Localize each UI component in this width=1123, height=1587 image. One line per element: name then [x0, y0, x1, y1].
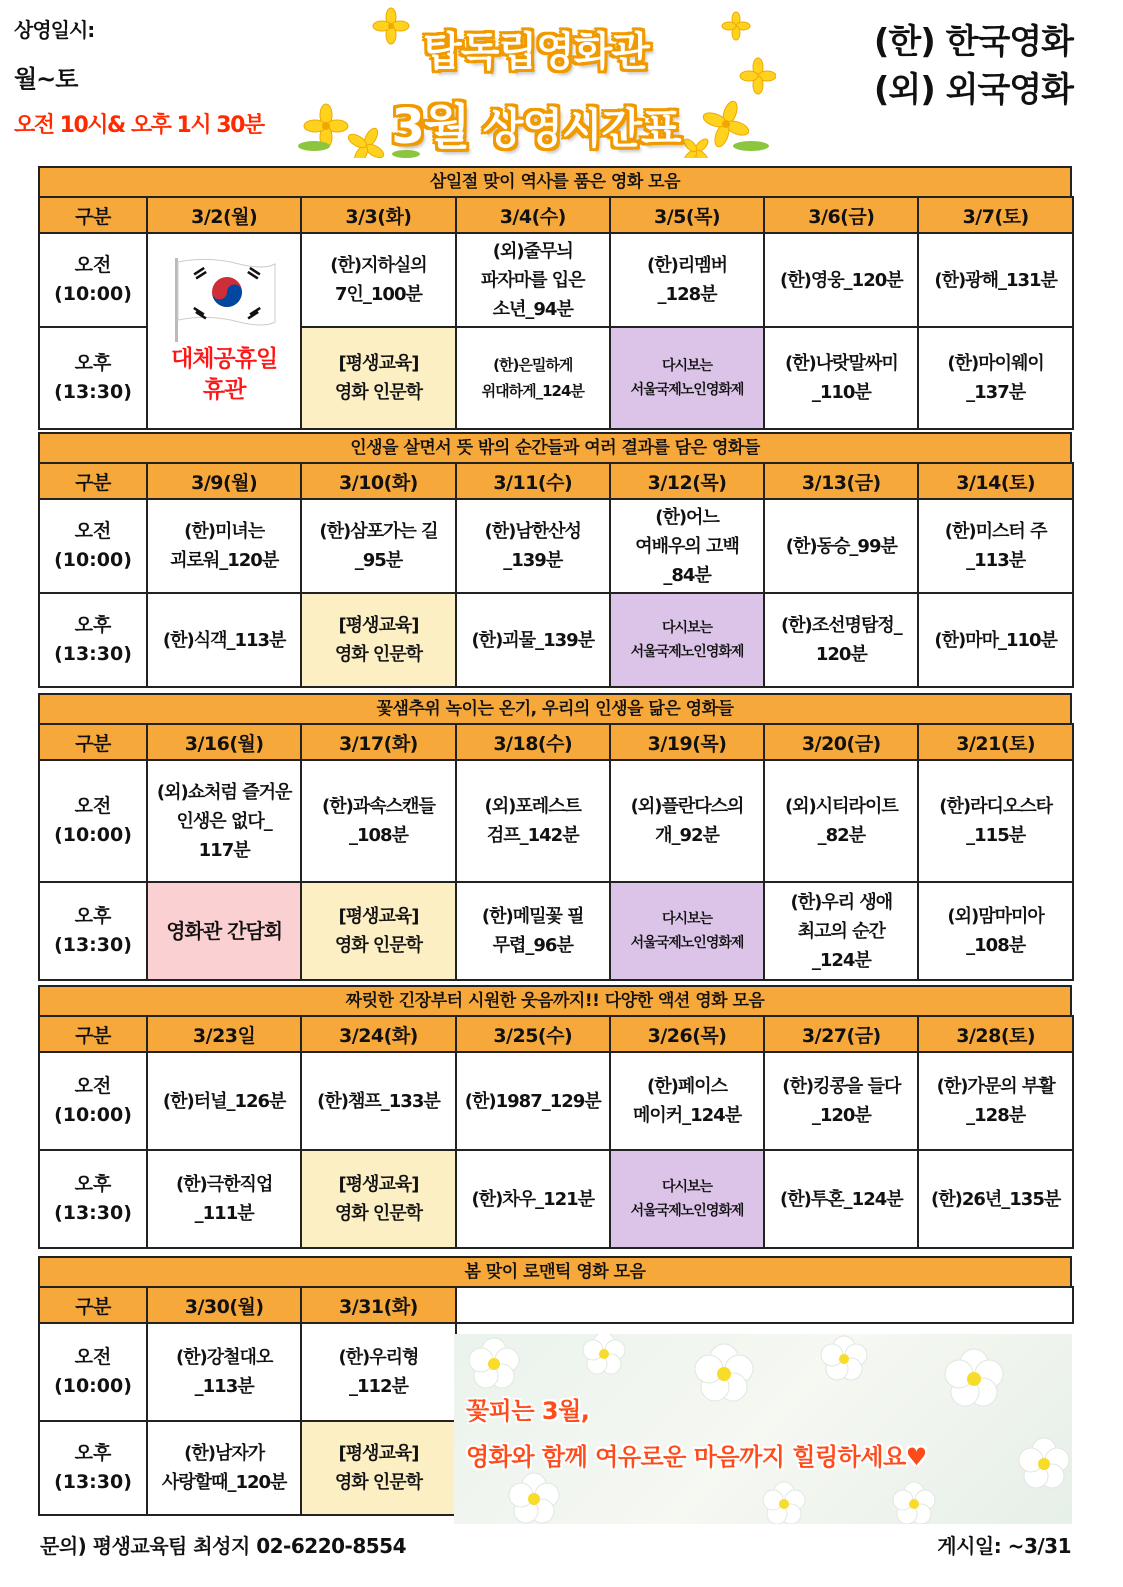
am-slot-label [39, 1323, 147, 1421]
date-header: 3/25(수) [456, 1016, 610, 1052]
am-slot-label [39, 760, 147, 882]
lifelong-education-cell: [평생교육] 영화 인문학 [301, 882, 455, 980]
pm-time: (13:30) [54, 1202, 132, 1224]
screening-label: 상영일시: [14, 18, 95, 42]
am-label: 오전 [74, 795, 112, 817]
korean-flag-icon [169, 256, 279, 342]
movie-cell: (한)마이웨이 _137분 [918, 327, 1072, 429]
pm-row [39, 593, 1073, 687]
movie-cell: (한)조선명탐정_ 120분 [764, 593, 918, 687]
am-slot-label [39, 1052, 147, 1150]
am-label: 오전 [74, 254, 112, 276]
movie-cell: (한)어느 여배우의 고백 _84분 [610, 499, 764, 593]
week-block [38, 985, 1072, 1249]
screening-info [14, 14, 264, 139]
category-header: 구분 [39, 463, 147, 499]
am-time: (10:00) [54, 549, 132, 571]
schedule-title [296, 88, 776, 157]
date-header-row [39, 1016, 1073, 1052]
date-header: 3/16(월) [147, 724, 301, 760]
am-time: (10:00) [54, 1375, 132, 1397]
pm-slot-label [39, 327, 147, 429]
date-header: 3/26(목) [610, 1016, 764, 1052]
date-header: 3/12(목) [610, 463, 764, 499]
movie-cell: (한)남자가 사랑할때_120분 [147, 1421, 301, 1515]
category-header: 구분 [39, 1016, 147, 1052]
movie-cell: (한)마마_110분 [918, 593, 1072, 687]
movie-cell: (한)우리형 _112분 [301, 1323, 455, 1421]
date-header: 3/23일 [147, 1016, 301, 1052]
pm-label: 오후 [74, 1442, 112, 1464]
movie-cell: (한)극한직업 _111분 [147, 1150, 301, 1248]
posting-date: 게시일: ~3/31 [937, 1534, 1071, 1558]
am-row [39, 233, 1073, 327]
week-block [38, 432, 1072, 688]
pm-label: 오후 [74, 614, 112, 636]
film-festival-replay-cell: 다시보는 서울국제노인영화제 [610, 327, 764, 429]
pm-slot-label [39, 882, 147, 980]
date-header: 3/9(월) [147, 463, 301, 499]
poster-title [296, 6, 776, 158]
movie-cell: (외)쇼처럼 즐거운 인생은 없다_ 117분 [147, 760, 301, 882]
am-time: (10:00) [54, 1104, 132, 1126]
movie-cell: (한)투혼_124분 [764, 1150, 918, 1248]
pm-slot-label [39, 1150, 147, 1248]
date-header: 3/30(월) [147, 1287, 301, 1323]
week-theme-banner: 인생을 살면서 뜻 밖의 순간들과 여러 결과를 담은 영화들 [38, 432, 1072, 462]
film-legend [874, 18, 1073, 114]
holiday-notice: 대체공휴일 휴관 [171, 346, 278, 403]
date-header: 3/14(토) [918, 463, 1072, 499]
movie-cell: (한)터널_126분 [147, 1052, 301, 1150]
week-block [38, 166, 1072, 430]
date-header: 3/3(화) [301, 197, 455, 233]
pm-label: 오후 [74, 1173, 112, 1195]
film-festival-replay-cell: 다시보는 서울국제노인영화제 [610, 1150, 764, 1248]
movie-cell: (한)삼포가는 길 _95분 [301, 499, 455, 593]
movie-cell: (한)메밀꽃 필 무렵_96분 [456, 882, 610, 980]
movie-cell: (한)지하실의 7인_100분 [301, 233, 455, 327]
category-header: 구분 [39, 197, 147, 233]
movie-cell: (한)26년_135분 [918, 1150, 1072, 1248]
movie-cell: (한)1987_129분 [456, 1052, 610, 1150]
pm-time: (13:30) [54, 1471, 132, 1493]
date-header: 3/7(토) [918, 197, 1072, 233]
date-header: 3/10(화) [301, 463, 455, 499]
movie-cell: (외)맘마미아 _108분 [918, 882, 1072, 980]
date-header: 3/24(화) [301, 1016, 455, 1052]
movie-cell: (외)줄무늬 파자마를 입은 소년_94분 [456, 233, 610, 327]
movie-cell: (한)우리 생애 최고의 순간 _124분 [764, 882, 918, 980]
date-header: 3/19(목) [610, 724, 764, 760]
week-schedule-table [38, 196, 1074, 430]
week-theme-banner: 짜릿한 긴장부터 시원한 웃음까지!! 다양한 액션 영화 모음 [38, 985, 1072, 1015]
date-header: 3/17(화) [301, 724, 455, 760]
movie-cell: (한)킹콩을 들다 _120분 [764, 1052, 918, 1150]
movie-cell: (한)가문의 부활 _128분 [918, 1052, 1072, 1150]
pm-label: 오후 [74, 905, 112, 927]
cinema-meeting-cell: 영화관 간담회 [147, 882, 301, 980]
am-label: 오전 [74, 1346, 112, 1368]
am-label: 오전 [74, 520, 112, 542]
pm-time: (13:30) [54, 643, 132, 665]
pm-label: 오후 [74, 352, 112, 374]
pm-row [39, 882, 1073, 980]
movie-cell: (외)플란다스의 개_92분 [610, 760, 764, 882]
movie-cell: (한)괴물_139분 [456, 593, 610, 687]
lifelong-education-cell: [평생교육] 영화 인문학 [301, 327, 455, 429]
date-header: 3/27(금) [764, 1016, 918, 1052]
movie-cell: (한)리멤버 _128분 [610, 233, 764, 327]
am-slot-label [39, 499, 147, 593]
week-schedule-table [38, 723, 1074, 981]
week-theme-banner: 삼일절 맞이 역사를 품은 영화 모음 [38, 166, 1072, 196]
movie-cell: (한)광해_131분 [918, 233, 1072, 327]
movie-cell: (한)페이스 메이커_124분 [610, 1052, 764, 1150]
am-row [39, 499, 1073, 593]
lifelong-education-cell: [평생교육] 영화 인문학 [301, 593, 455, 687]
date-header: 3/20(금) [764, 724, 918, 760]
legend-foreign: (외) 외국영화 [873, 70, 1073, 110]
movie-cell: (외)시티라이트 _82분 [764, 760, 918, 882]
movie-cell: (한)남한산성 _139분 [456, 499, 610, 593]
pm-row [39, 1150, 1073, 1248]
date-header-row [39, 463, 1073, 499]
movie-cell: (한)은밀하게 위대하게_124분 [456, 327, 610, 429]
pm-time: (13:30) [54, 934, 132, 956]
pm-slot-label [39, 1421, 147, 1515]
movie-cell: (한)차우_121분 [456, 1150, 610, 1248]
pm-slot-label [39, 593, 147, 687]
date-header: 3/13(금) [764, 463, 918, 499]
film-festival-replay-cell: 다시보는 서울국제노인영화제 [610, 882, 764, 980]
am-time: (10:00) [54, 283, 132, 305]
am-row [39, 1052, 1073, 1150]
pm-time: (13:30) [54, 381, 132, 403]
spring-message [466, 1388, 927, 1480]
week-schedule-table [38, 1015, 1074, 1249]
movie-cell: (한)나랏말싸미 _110분 [764, 327, 918, 429]
empty-header-cell [456, 1287, 1073, 1323]
date-header: 3/11(수) [456, 463, 610, 499]
date-header: 3/18(수) [456, 724, 610, 760]
week-block [38, 693, 1072, 981]
title-month: 3월 [391, 99, 470, 155]
contact-info: 문의) 평생교육팀 최성지 02-6220-8554 [40, 1534, 406, 1558]
movie-cell: (한)과속스캔들 _108분 [301, 760, 455, 882]
am-label: 오전 [74, 1075, 112, 1097]
screening-times: 오전 10시& 오후 1시 30분 [14, 113, 264, 138]
movie-cell: (한)식객_113분 [147, 593, 301, 687]
movie-cell: (한)미스터 주 _113분 [918, 499, 1072, 593]
date-header: 3/6(금) [764, 197, 918, 233]
screening-days: 월~토 [14, 65, 78, 93]
lifelong-education-cell: [평생교육] 영화 인문학 [301, 1150, 455, 1248]
lifelong-education-cell: [평생교육] 영화 인문학 [301, 1421, 455, 1515]
movie-cell: (한)동승_99분 [764, 499, 918, 593]
date-header: 3/5(목) [610, 197, 764, 233]
category-header: 구분 [39, 724, 147, 760]
am-slot-label [39, 233, 147, 327]
week-theme-banner: 봄 맞이 로맨틱 영화 모음 [38, 1256, 1072, 1286]
date-header-row [39, 724, 1073, 760]
date-header: 3/21(토) [918, 724, 1072, 760]
legend-korean: (한) 한국영화 [873, 22, 1073, 62]
movie-cell: (한)강철대오 _113분 [147, 1323, 301, 1421]
title-rest: 상영시간표 [482, 104, 681, 153]
holiday-cell [147, 233, 301, 429]
spring-message-line2: 영화와 함께 여유로운 마음까지 힐링하세요♥ [466, 1443, 927, 1471]
category-header: 구분 [39, 1287, 147, 1323]
movie-cell: (한)미녀는 괴로워_120분 [147, 499, 301, 593]
date-header-row [39, 197, 1073, 233]
date-header-row [39, 1287, 1073, 1323]
film-festival-replay-cell: 다시보는 서울국제노인영화제 [610, 593, 764, 687]
week-schedule-table [38, 462, 1074, 688]
movie-cell: (외)포레스트 검프_142분 [456, 760, 610, 882]
cinema-title: 탑독립영화관 [423, 29, 649, 75]
date-header: 3/31(화) [301, 1287, 455, 1323]
spring-banner [454, 1334, 1072, 1524]
date-header: 3/2(월) [147, 197, 301, 233]
am-time: (10:00) [54, 824, 132, 846]
am-row [39, 760, 1073, 882]
movie-cell: (한)챔프_133분 [301, 1052, 455, 1150]
date-header: 3/4(수) [456, 197, 610, 233]
week-theme-banner: 꽃샘추위 녹이는 온기, 우리의 인생을 닮은 영화들 [38, 693, 1072, 723]
movie-cell: (한)라디오스타 _115분 [918, 760, 1072, 882]
spring-message-line1: 꽃피는 3월, [466, 1397, 590, 1425]
date-header: 3/28(토) [918, 1016, 1072, 1052]
movie-cell: (한)영웅_120분 [764, 233, 918, 327]
